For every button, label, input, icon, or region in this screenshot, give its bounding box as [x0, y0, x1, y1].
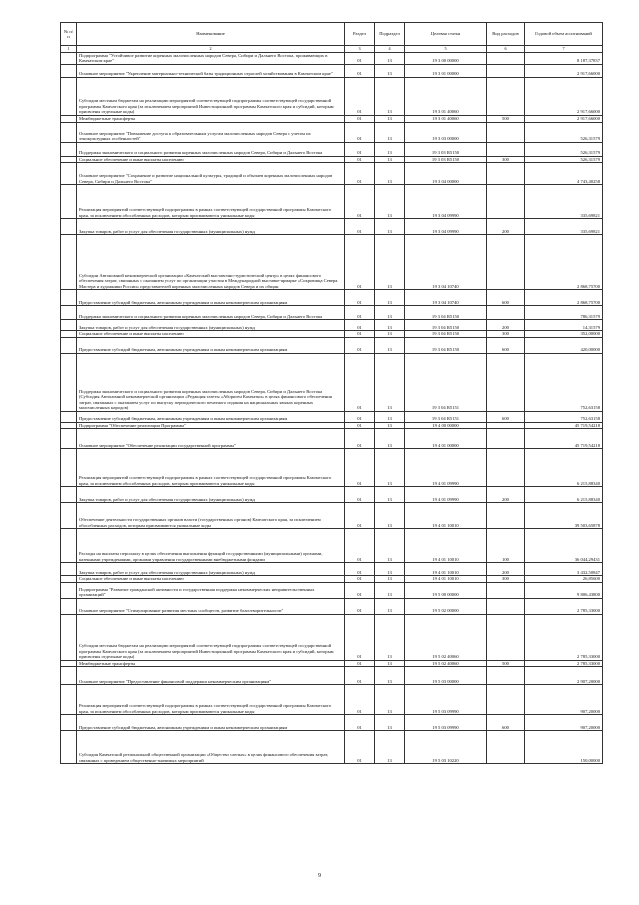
row-podrazdel-cell: 13 — [375, 614, 405, 660]
row-cs-cell: 19 4 01 10010 — [405, 563, 487, 576]
table-row — [61, 290, 603, 306]
row-cs-cell: 19 5 03 00000 — [405, 667, 487, 685]
row-amount-cell: 907,20000 — [525, 715, 603, 731]
row-cs-cell: 19 5 02 40060 — [405, 660, 487, 667]
row-podrazdel-cell: 13 — [375, 290, 405, 306]
row-razdel-cell: 01 — [345, 731, 375, 764]
row-number-cell — [61, 306, 77, 320]
row-razdel-cell: 01 — [345, 77, 375, 115]
row-cs-cell: 19 3 04 R5150 — [405, 306, 487, 320]
row-number-cell — [61, 115, 77, 122]
row-cs-cell: 19 3 03 00000 — [405, 122, 487, 142]
row-amount-cell: 39 503,65878 — [525, 503, 603, 529]
row-name-cell: Закупка товаров, работ и услуг для обеспечения государственных (муниципальных) нужд — [77, 487, 345, 503]
row-number-cell — [61, 715, 77, 731]
row-vr-cell: 300 — [487, 156, 525, 163]
row-podrazdel-cell: 13 — [375, 331, 405, 338]
row-razdel-cell: 01 — [345, 331, 375, 338]
row-razdel-cell: 01 — [345, 122, 375, 142]
index-cell: 5 — [405, 46, 487, 53]
row-vr-cell — [487, 731, 525, 764]
row-vr-cell — [487, 582, 525, 598]
table-row — [61, 598, 603, 614]
row-amount-cell: 2 868,75700 — [525, 235, 603, 290]
table-row — [61, 122, 603, 142]
table-row — [61, 64, 603, 77]
row-razdel-cell: 01 — [345, 156, 375, 163]
row-name-cell: Межбюджетные трансферты — [77, 115, 345, 122]
row-number-cell — [61, 429, 77, 449]
row-amount-cell: 420,00000 — [525, 337, 603, 353]
row-name-cell: Основное мероприятие "Укрепление материально-технической базы традиционных отраслей хозяйствования в Камчатском крае" — [77, 64, 345, 77]
row-cs-cell: 19 3 04 10740 — [405, 290, 487, 306]
row-vr-cell — [487, 122, 525, 142]
table-row — [61, 731, 603, 764]
table-row — [61, 306, 603, 320]
row-podrazdel-cell: 13 — [375, 411, 405, 422]
table-row — [61, 582, 603, 598]
row-podrazdel-cell: 13 — [375, 598, 405, 614]
row-podrazdel-cell: 13 — [375, 660, 405, 667]
row-vr-cell: 600 — [487, 337, 525, 353]
row-amount-cell: 335,69821 — [525, 185, 603, 219]
row-name-cell: Закупка товаров, работ и услуг для обеспечения государственных (муниципальных) нужд — [77, 219, 345, 235]
row-number-cell — [61, 219, 77, 235]
row-razdel-cell: 01 — [345, 576, 375, 583]
row-number-cell — [61, 487, 77, 503]
row-podrazdel-cell: 13 — [375, 320, 405, 331]
row-name-cell: Основное мероприятие "Сохранение и развитие национальной культуры, традиций и обычаев коренных малочисленных народов Севера, Сибири и Дальнего Востока" — [77, 163, 345, 185]
row-number-cell — [61, 337, 77, 353]
row-name-cell: Подпрограмма "Развитие гражданской активности и государственная поддержка некоммерческих неправительственных организаций" — [77, 582, 345, 598]
row-podrazdel-cell: 13 — [375, 582, 405, 598]
row-razdel-cell: 01 — [345, 185, 375, 219]
row-name-cell: Предоставление субсидий бюджетным, автономным учреждениям и иным некоммерческим организациям — [77, 337, 345, 353]
row-razdel-cell: 01 — [345, 411, 375, 422]
row-amount-cell: 752,63158 — [525, 411, 603, 422]
row-cs-cell: 19 5 00 00000 — [405, 582, 487, 598]
table-body — [61, 52, 603, 764]
table-row — [61, 667, 603, 685]
row-vr-cell — [487, 64, 525, 77]
row-amount-cell: 3 432,50847 — [525, 563, 603, 576]
row-cs-cell: 19 5 02 00000 — [405, 598, 487, 614]
row-number-cell — [61, 563, 77, 576]
row-name-cell: Основное мероприятие "Стимулирование развития местных сообществ, развитие благотворительности" — [77, 598, 345, 614]
row-name-cell: Социальное обеспечение и иные выплаты населению — [77, 576, 345, 583]
row-razdel-cell: 01 — [345, 563, 375, 576]
row-podrazdel-cell: 13 — [375, 156, 405, 163]
row-name-cell: Реализация мероприятий соответствующей подпрограммы в рамках соответствующей государственной программы Камчатского края, за исключением обособленных расходов, которым присваиваются уникальные коды — [77, 449, 345, 487]
row-podrazdel-cell: 13 — [375, 163, 405, 185]
row-razdel-cell: 01 — [345, 529, 375, 563]
row-name-cell: Подпрограмма "Устойчивое развитие коренных малочисленных народов Севера, Сибири и Дальнего Востока, проживающих в Камчатском крае" — [77, 52, 345, 64]
row-vr-cell: 500 — [487, 115, 525, 122]
row-amount-cell: 2 917,66000 — [525, 115, 603, 122]
row-name-cell: Субсидии местным бюджетам на реализацию мероприятий соответствующей подпрограммы соответствующей государственной программы Камчатского края (за исключением мероприятий Инвестиционной программы Камчатского края и субсидий, которым присвоены отдельные коды) — [77, 77, 345, 115]
row-amount-cell: 2 868,75700 — [525, 290, 603, 306]
budget-table — [60, 22, 603, 764]
row-amount-cell: 36 044,29431 — [525, 529, 603, 563]
row-number-cell — [61, 353, 77, 411]
row-vr-cell: 200 — [487, 563, 525, 576]
row-name-cell: Субсидии местным бюджетам на реализацию мероприятий соответствующей подпрограммы соответствующей государственной программы Камчатского края (за исключением мероприятий Инвестиционной программы Камчатского края и субсидий, которым присвоены отдельные коды) — [77, 614, 345, 660]
row-cs-cell: 19 3 04 R5150 — [405, 320, 487, 331]
row-number-cell — [61, 122, 77, 142]
row-cs-cell: 19 5 03 10220 — [405, 731, 487, 764]
row-name-cell: Обеспечение деятельности государственных органов власти (государственных органов) Камчатского края, за исключением обособленных расходов, которым присваиваются уникальные коды — [77, 503, 345, 529]
row-vr-cell — [487, 353, 525, 411]
row-name-cell: Основное мероприятие "Повышение доступа к образовательным услугам малочисленных народов Севера с учетом их этнокультурных особенностей" — [77, 122, 345, 142]
row-cs-cell: 19 4 01 09990 — [405, 449, 487, 487]
row-cs-cell: 19 4 01 00000 — [405, 429, 487, 449]
row-razdel-cell: 01 — [345, 422, 375, 429]
table-row — [61, 411, 603, 422]
row-number-cell — [61, 529, 77, 563]
row-name-cell: Реализация мероприятий соответствующей подпрограммы в рамках соответствующей государственной программы Камчатского края, за исключением обособленных расходов, которым присваиваются уникальные коды — [77, 185, 345, 219]
row-podrazdel-cell: 13 — [375, 122, 405, 142]
table-row — [61, 353, 603, 411]
table-row — [61, 563, 603, 576]
row-vr-cell — [487, 142, 525, 156]
row-vr-cell: 500 — [487, 660, 525, 667]
row-name-cell: Реализация мероприятий соответствующей подпрограммы в рамках соответствующей государственной программы Камчатского края, за исключением обособленных расходов, которым присваиваются уникальные коды — [77, 685, 345, 715]
table-row — [61, 185, 603, 219]
table-header-row — [61, 23, 603, 46]
row-amount-cell: 6 215,88340 — [525, 449, 603, 487]
row-vr-cell: 600 — [487, 411, 525, 422]
table-row — [61, 337, 603, 353]
row-cs-cell: 19 3 04 00000 — [405, 163, 487, 185]
row-podrazdel-cell: 13 — [375, 52, 405, 64]
row-razdel-cell: 01 — [345, 115, 375, 122]
row-amount-cell: 14,31579 — [525, 320, 603, 331]
row-amount-cell: 2 785,33000 — [525, 598, 603, 614]
table-row — [61, 503, 603, 529]
row-razdel-cell: 01 — [345, 582, 375, 598]
row-podrazdel-cell: 13 — [375, 219, 405, 235]
row-cs-cell: 19 3 00 00000 — [405, 52, 487, 64]
row-amount-cell: 752,63158 — [525, 353, 603, 411]
table-row — [61, 235, 603, 290]
row-amount-cell: 2 785,33000 — [525, 660, 603, 667]
row-amount-cell: 4 743,40258 — [525, 163, 603, 185]
row-cs-cell: 19 3 04 R5150 — [405, 337, 487, 353]
row-amount-cell: 526,31579 — [525, 142, 603, 156]
row-amount-cell: 26,85600 — [525, 576, 603, 583]
index-cell: 6 — [487, 46, 525, 53]
row-podrazdel-cell: 13 — [375, 731, 405, 764]
row-amount-cell: 786,31579 — [525, 306, 603, 320]
row-cs-cell: 19 3 04 10740 — [405, 235, 487, 290]
row-number-cell — [61, 614, 77, 660]
table-row — [61, 115, 603, 122]
row-razdel-cell: 01 — [345, 715, 375, 731]
row-number-cell — [61, 667, 77, 685]
row-vr-cell — [487, 614, 525, 660]
table-row — [61, 163, 603, 185]
row-vr-cell — [487, 52, 525, 64]
table-row — [61, 487, 603, 503]
row-vr-cell: 200 — [487, 320, 525, 331]
row-vr-cell — [487, 449, 525, 487]
table-row — [61, 614, 603, 660]
row-name-cell: Поддержка экономического и социального развития коренных малочисленных народов Севера, Сибири и Дальнего Востока — [77, 142, 345, 156]
row-number-cell — [61, 52, 77, 64]
row-amount-cell: 9 806,43800 — [525, 582, 603, 598]
row-razdel-cell: 01 — [345, 142, 375, 156]
row-razdel-cell: 01 — [345, 353, 375, 411]
table-row — [61, 77, 603, 115]
row-razdel-cell: 01 — [345, 290, 375, 306]
row-number-cell — [61, 142, 77, 156]
row-cs-cell: 19 3 01 40060 — [405, 77, 487, 115]
row-name-cell: Закупка товаров, работ и услуг для обеспечения государственных (муниципальных) нужд — [77, 320, 345, 331]
row-vr-cell — [487, 163, 525, 185]
header-no: № п/п — [61, 23, 77, 46]
row-number-cell — [61, 411, 77, 422]
row-name-cell: Предоставление субсидий бюджетным, автономным учреждениям и иным некоммерческим организациям — [77, 290, 345, 306]
row-vr-cell — [487, 77, 525, 115]
header-annual-amount: Годовой объем ассигнований — [525, 23, 603, 46]
row-vr-cell: 200 — [487, 487, 525, 503]
row-cs-cell: 19 5 03 09990 — [405, 685, 487, 715]
row-podrazdel-cell: 13 — [375, 563, 405, 576]
row-razdel-cell: 01 — [345, 337, 375, 353]
row-razdel-cell: 01 — [345, 487, 375, 503]
row-cs-cell: 19 4 01 10010 — [405, 503, 487, 529]
row-number-cell — [61, 185, 77, 219]
row-name-cell: Основное мероприятие "Обеспечение реализации государственной программы" — [77, 429, 345, 449]
row-name-cell: Закупка товаров, работ и услуг для обеспечения государственных (муниципальных) нужд — [77, 563, 345, 576]
table-row — [61, 142, 603, 156]
row-vr-cell — [487, 598, 525, 614]
row-razdel-cell: 01 — [345, 306, 375, 320]
row-cs-cell: 19 4 01 09990 — [405, 487, 487, 503]
row-cs-cell: 19 3 03 R5150 — [405, 142, 487, 156]
row-name-cell: Предоставление субсидий бюджетным, автономным учреждениям и иным некоммерческим организациям — [77, 411, 345, 422]
row-amount-cell: 45 719,54218 — [525, 429, 603, 449]
page-number: 9 — [318, 873, 321, 879]
row-number-cell — [61, 731, 77, 764]
row-vr-cell — [487, 429, 525, 449]
row-number-cell — [61, 685, 77, 715]
row-podrazdel-cell: 13 — [375, 503, 405, 529]
row-cs-cell: 19 5 02 40060 — [405, 614, 487, 660]
row-razdel-cell: 01 — [345, 598, 375, 614]
row-vr-cell: 100 — [487, 529, 525, 563]
row-podrazdel-cell: 13 — [375, 306, 405, 320]
row-cs-cell: 19 4 01 10010 — [405, 576, 487, 583]
row-podrazdel-cell: 13 — [375, 64, 405, 77]
row-vr-cell — [487, 685, 525, 715]
row-razdel-cell: 01 — [345, 449, 375, 487]
row-razdel-cell: 01 — [345, 503, 375, 529]
row-cs-cell: 19 3 04 09990 — [405, 185, 487, 219]
table-row — [61, 52, 603, 64]
row-name-cell: Подпрограмма "Обеспечение реализации Программы" — [77, 422, 345, 429]
row-razdel-cell: 01 — [345, 52, 375, 64]
index-cell: 2 — [77, 46, 345, 53]
row-podrazdel-cell: 13 — [375, 353, 405, 411]
header-podrazdel: Подраздел — [375, 23, 405, 46]
row-podrazdel-cell: 13 — [375, 449, 405, 487]
row-vr-cell — [487, 503, 525, 529]
row-razdel-cell: 01 — [345, 614, 375, 660]
row-podrazdel-cell: 13 — [375, 422, 405, 429]
row-name-cell: Социальное обеспечение и иные выплаты населению — [77, 156, 345, 163]
row-podrazdel-cell: 13 — [375, 142, 405, 156]
row-cs-cell: 19 5 03 09990 — [405, 715, 487, 731]
row-podrazdel-cell: 13 — [375, 429, 405, 449]
table-row — [61, 529, 603, 563]
row-name-cell: Расходы на выплаты персоналу в целях обеспечения выполнения функций государственными (муниципальными) органами, казенными учреждениями, органами управления государственными внебюджетными фондами — [77, 529, 345, 563]
row-podrazdel-cell: 13 — [375, 235, 405, 290]
row-podrazdel-cell: 13 — [375, 185, 405, 219]
row-vr-cell: 600 — [487, 715, 525, 731]
row-number-cell — [61, 582, 77, 598]
row-podrazdel-cell: 13 — [375, 715, 405, 731]
row-name-cell: Поддержка экономического и социального развития коренных малочисленных народов Севера, Сибири и Дальнего Востока (Субсидия Автономной некоммерческой организации «Редакция газеты «Абориген Камчатки» в целях финансового обеспечения затрат, связанных с оказанием услуг по выпуску периодического печатного издания на национальных языках коренных малочисленных народов) — [77, 353, 345, 411]
row-name-cell: Межбюджетные трансферты — [77, 660, 345, 667]
row-amount-cell: 2 917,66000 — [525, 77, 603, 115]
row-number-cell — [61, 503, 77, 529]
row-vr-cell: 600 — [487, 290, 525, 306]
row-cs-cell: 19 3 04 R5151 — [405, 411, 487, 422]
row-vr-cell — [487, 667, 525, 685]
table-row — [61, 320, 603, 331]
row-number-cell — [61, 235, 77, 290]
row-razdel-cell: 01 — [345, 320, 375, 331]
row-cs-cell: 19 3 01 40060 — [405, 115, 487, 122]
row-razdel-cell: 01 — [345, 667, 375, 685]
index-cell: 1 — [61, 46, 77, 53]
row-amount-cell: 2 907,20000 — [525, 667, 603, 685]
row-vr-cell: 300 — [487, 576, 525, 583]
row-amount-cell: 526,31579 — [525, 122, 603, 142]
table-row — [61, 219, 603, 235]
row-razdel-cell: 01 — [345, 685, 375, 715]
row-vr-cell — [487, 185, 525, 219]
row-name-cell: Предоставление субсидий бюджетным, автономным учреждениям и иным некоммерческим организациям — [77, 715, 345, 731]
row-cs-cell: 19 3 03 R5150 — [405, 156, 487, 163]
row-number-cell — [61, 598, 77, 614]
header-target-article: Целевая статья — [405, 23, 487, 46]
row-razdel-cell: 01 — [345, 163, 375, 185]
row-vr-cell — [487, 235, 525, 290]
header-razdel: Раздел — [345, 23, 375, 46]
header-name: Наименование — [77, 23, 345, 46]
row-amount-cell: 526,31579 — [525, 156, 603, 163]
row-cs-cell: 19 3 04 R5150 — [405, 331, 487, 338]
row-podrazdel-cell: 13 — [375, 77, 405, 115]
row-amount-cell: 907,20000 — [525, 685, 603, 715]
row-name-cell: Субсидии Автономной некоммерческой организации «Камчатский выставочно-туристический центр» в целях финансового обеспечения затрат, связанных с оказанием услуг по организации участия в Международной выставке-ярмарке «Сокровища Севера. Мастера и художники России» представителей коренных малочисленных народов Севера и их общин — [77, 235, 345, 290]
row-cs-cell: 19 3 01 00000 — [405, 64, 487, 77]
table-row — [61, 429, 603, 449]
row-number-cell — [61, 449, 77, 487]
row-amount-cell: 335,69821 — [525, 219, 603, 235]
row-podrazdel-cell: 13 — [375, 576, 405, 583]
row-amount-cell: 352,00000 — [525, 331, 603, 338]
row-number-cell — [61, 64, 77, 77]
row-number-cell — [61, 320, 77, 331]
table-row — [61, 449, 603, 487]
row-cs-cell: 19 3 04 09990 — [405, 219, 487, 235]
row-podrazdel-cell: 13 — [375, 667, 405, 685]
row-amount-cell: 2 785,33000 — [525, 614, 603, 660]
row-cs-cell: 19 4 00 00000 — [405, 422, 487, 429]
row-podrazdel-cell: 13 — [375, 115, 405, 122]
row-podrazdel-cell: 13 — [375, 685, 405, 715]
index-cell: 7 — [525, 46, 603, 53]
row-number-cell — [61, 290, 77, 306]
index-cell: 3 — [345, 46, 375, 53]
row-amount-cell: 45 719,54218 — [525, 422, 603, 429]
row-razdel-cell: 01 — [345, 219, 375, 235]
table-row — [61, 715, 603, 731]
row-razdel-cell: 01 — [345, 235, 375, 290]
row-name-cell: Субсидия Камчатской региональной общественной организации «Общество слепых» в целях финансового обеспечения затрат, связанных с проведением общественно-значимых мероприятий — [77, 731, 345, 764]
row-name-cell: Поддержка экономического и социального развития коренных малочисленных народов Севера, Сибири и Дальнего Востока — [77, 306, 345, 320]
row-number-cell — [61, 77, 77, 115]
row-vr-cell: 200 — [487, 219, 525, 235]
index-cell: 4 — [375, 46, 405, 53]
row-amount-cell: 6 215,88340 — [525, 487, 603, 503]
row-amount-cell: 8 187,37837 — [525, 52, 603, 64]
row-number-cell — [61, 163, 77, 185]
row-podrazdel-cell: 13 — [375, 529, 405, 563]
row-razdel-cell: 01 — [345, 64, 375, 77]
row-cs-cell: 19 3 04 R5151 — [405, 353, 487, 411]
row-podrazdel-cell: 13 — [375, 487, 405, 503]
row-name-cell: Социальное обеспечение и иные выплаты населению — [77, 331, 345, 338]
header-expense-type: Вид расходов — [487, 23, 525, 46]
row-razdel-cell: 01 — [345, 429, 375, 449]
row-amount-cell: 150,00000 — [525, 731, 603, 764]
row-amount-cell: 2 917,66000 — [525, 64, 603, 77]
row-razdel-cell: 01 — [345, 660, 375, 667]
row-name-cell: Основное мероприятие "Предоставление финансовой поддержки некоммерческим организациям" — [77, 667, 345, 685]
table-row — [61, 685, 603, 715]
row-vr-cell: 300 — [487, 331, 525, 338]
row-cs-cell: 19 4 01 10010 — [405, 529, 487, 563]
row-vr-cell — [487, 306, 525, 320]
row-podrazdel-cell: 13 — [375, 337, 405, 353]
